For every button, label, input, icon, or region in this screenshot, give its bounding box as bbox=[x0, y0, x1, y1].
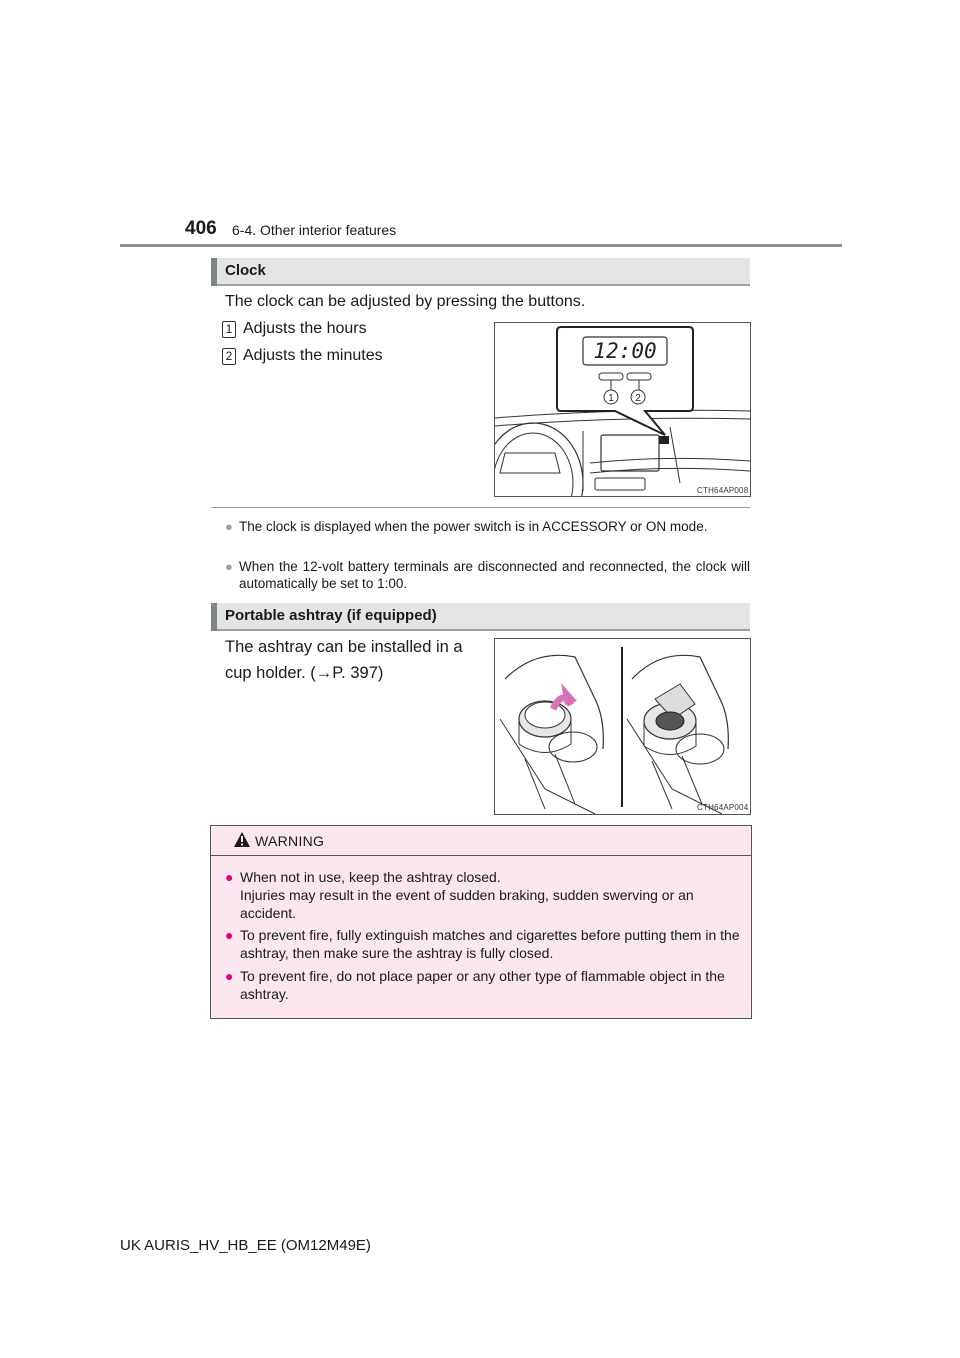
footer-model-code: UK AURIS_HV_HB_EE (OM12M49E) bbox=[120, 1237, 371, 1254]
item-number-1: 1 bbox=[222, 321, 236, 338]
ashtray-text-line1: The ashtray can be installed in a bbox=[225, 638, 463, 656]
warning-item-2 bbox=[225, 926, 745, 962]
warning-header bbox=[211, 826, 751, 856]
ashtray-heading-bar bbox=[211, 603, 750, 631]
clock-note-2 bbox=[225, 558, 750, 592]
note-bullet-icon: ● bbox=[225, 519, 233, 534]
clock-figure bbox=[494, 322, 751, 497]
page-number: 406 bbox=[185, 218, 217, 239]
section-title: 6-4. Other interior features bbox=[232, 222, 397, 238]
ashtray-figure bbox=[494, 638, 751, 815]
clock-illustration bbox=[495, 323, 750, 496]
warning-item-1-line1: When not in use, keep the ashtray closed. bbox=[240, 869, 501, 885]
clock-heading-bar bbox=[211, 258, 750, 286]
ashtray-illustration bbox=[495, 639, 750, 814]
item-hours-text: Adjusts the hours bbox=[243, 320, 367, 337]
clock-display: 12:00 bbox=[593, 339, 657, 363]
warning-title: WARNING bbox=[255, 833, 325, 849]
warning-item-2-text: To prevent fire, fully extinguish matches and cigarettes before putting them in the ashtray, then make sure the ashtray is fully closed. bbox=[240, 927, 740, 961]
callout-1-label: 1 bbox=[608, 393, 614, 404]
note-bullet-icon: ● bbox=[225, 559, 233, 574]
warning-bullet-icon: ● bbox=[225, 968, 234, 984]
item-minutes-text: Adjusts the minutes bbox=[243, 347, 383, 364]
item-number-2: 2 bbox=[222, 348, 236, 365]
warning-bullet-icon: ● bbox=[225, 869, 234, 885]
warning-bullet-icon: ● bbox=[225, 927, 234, 943]
ashtray-text-line2: cup holder. (→P. 397) bbox=[225, 664, 384, 682]
clock-note-1 bbox=[225, 518, 750, 535]
clock-note-2-text: When the 12-volt battery terminals are disconnected and reconnected, the clock will automatically be set to 1:00. bbox=[239, 559, 750, 591]
warning-item-3-text: To prevent fire, do not place paper or any other type of flammable object in the ashtray. bbox=[240, 968, 725, 1002]
header-divider bbox=[120, 244, 842, 247]
warning-item-3 bbox=[225, 967, 745, 1003]
clock-heading: Clock bbox=[225, 262, 266, 279]
warning-item-1-line2: Injuries may result in the event of sudden braking, sudden swerving or an accident. bbox=[240, 887, 694, 921]
clock-intro-text: The clock can be adjusted by pressing the buttons. bbox=[225, 293, 586, 310]
ashtray-figure-code: CTH64AP004 bbox=[697, 803, 749, 812]
clock-note-1-text: The clock is displayed when the power switch is in ACCESSORY or ON mode. bbox=[239, 519, 708, 534]
callout-2-label: 2 bbox=[635, 393, 641, 404]
clock-figure-code: CTH64AP008 bbox=[697, 486, 749, 495]
warning-item-1 bbox=[225, 868, 745, 922]
clock-notes-divider bbox=[211, 507, 750, 508]
warning-triangle-icon bbox=[234, 832, 250, 847]
ashtray-heading: Portable ashtray (if equipped) bbox=[225, 607, 437, 624]
warning-box bbox=[210, 825, 752, 1019]
